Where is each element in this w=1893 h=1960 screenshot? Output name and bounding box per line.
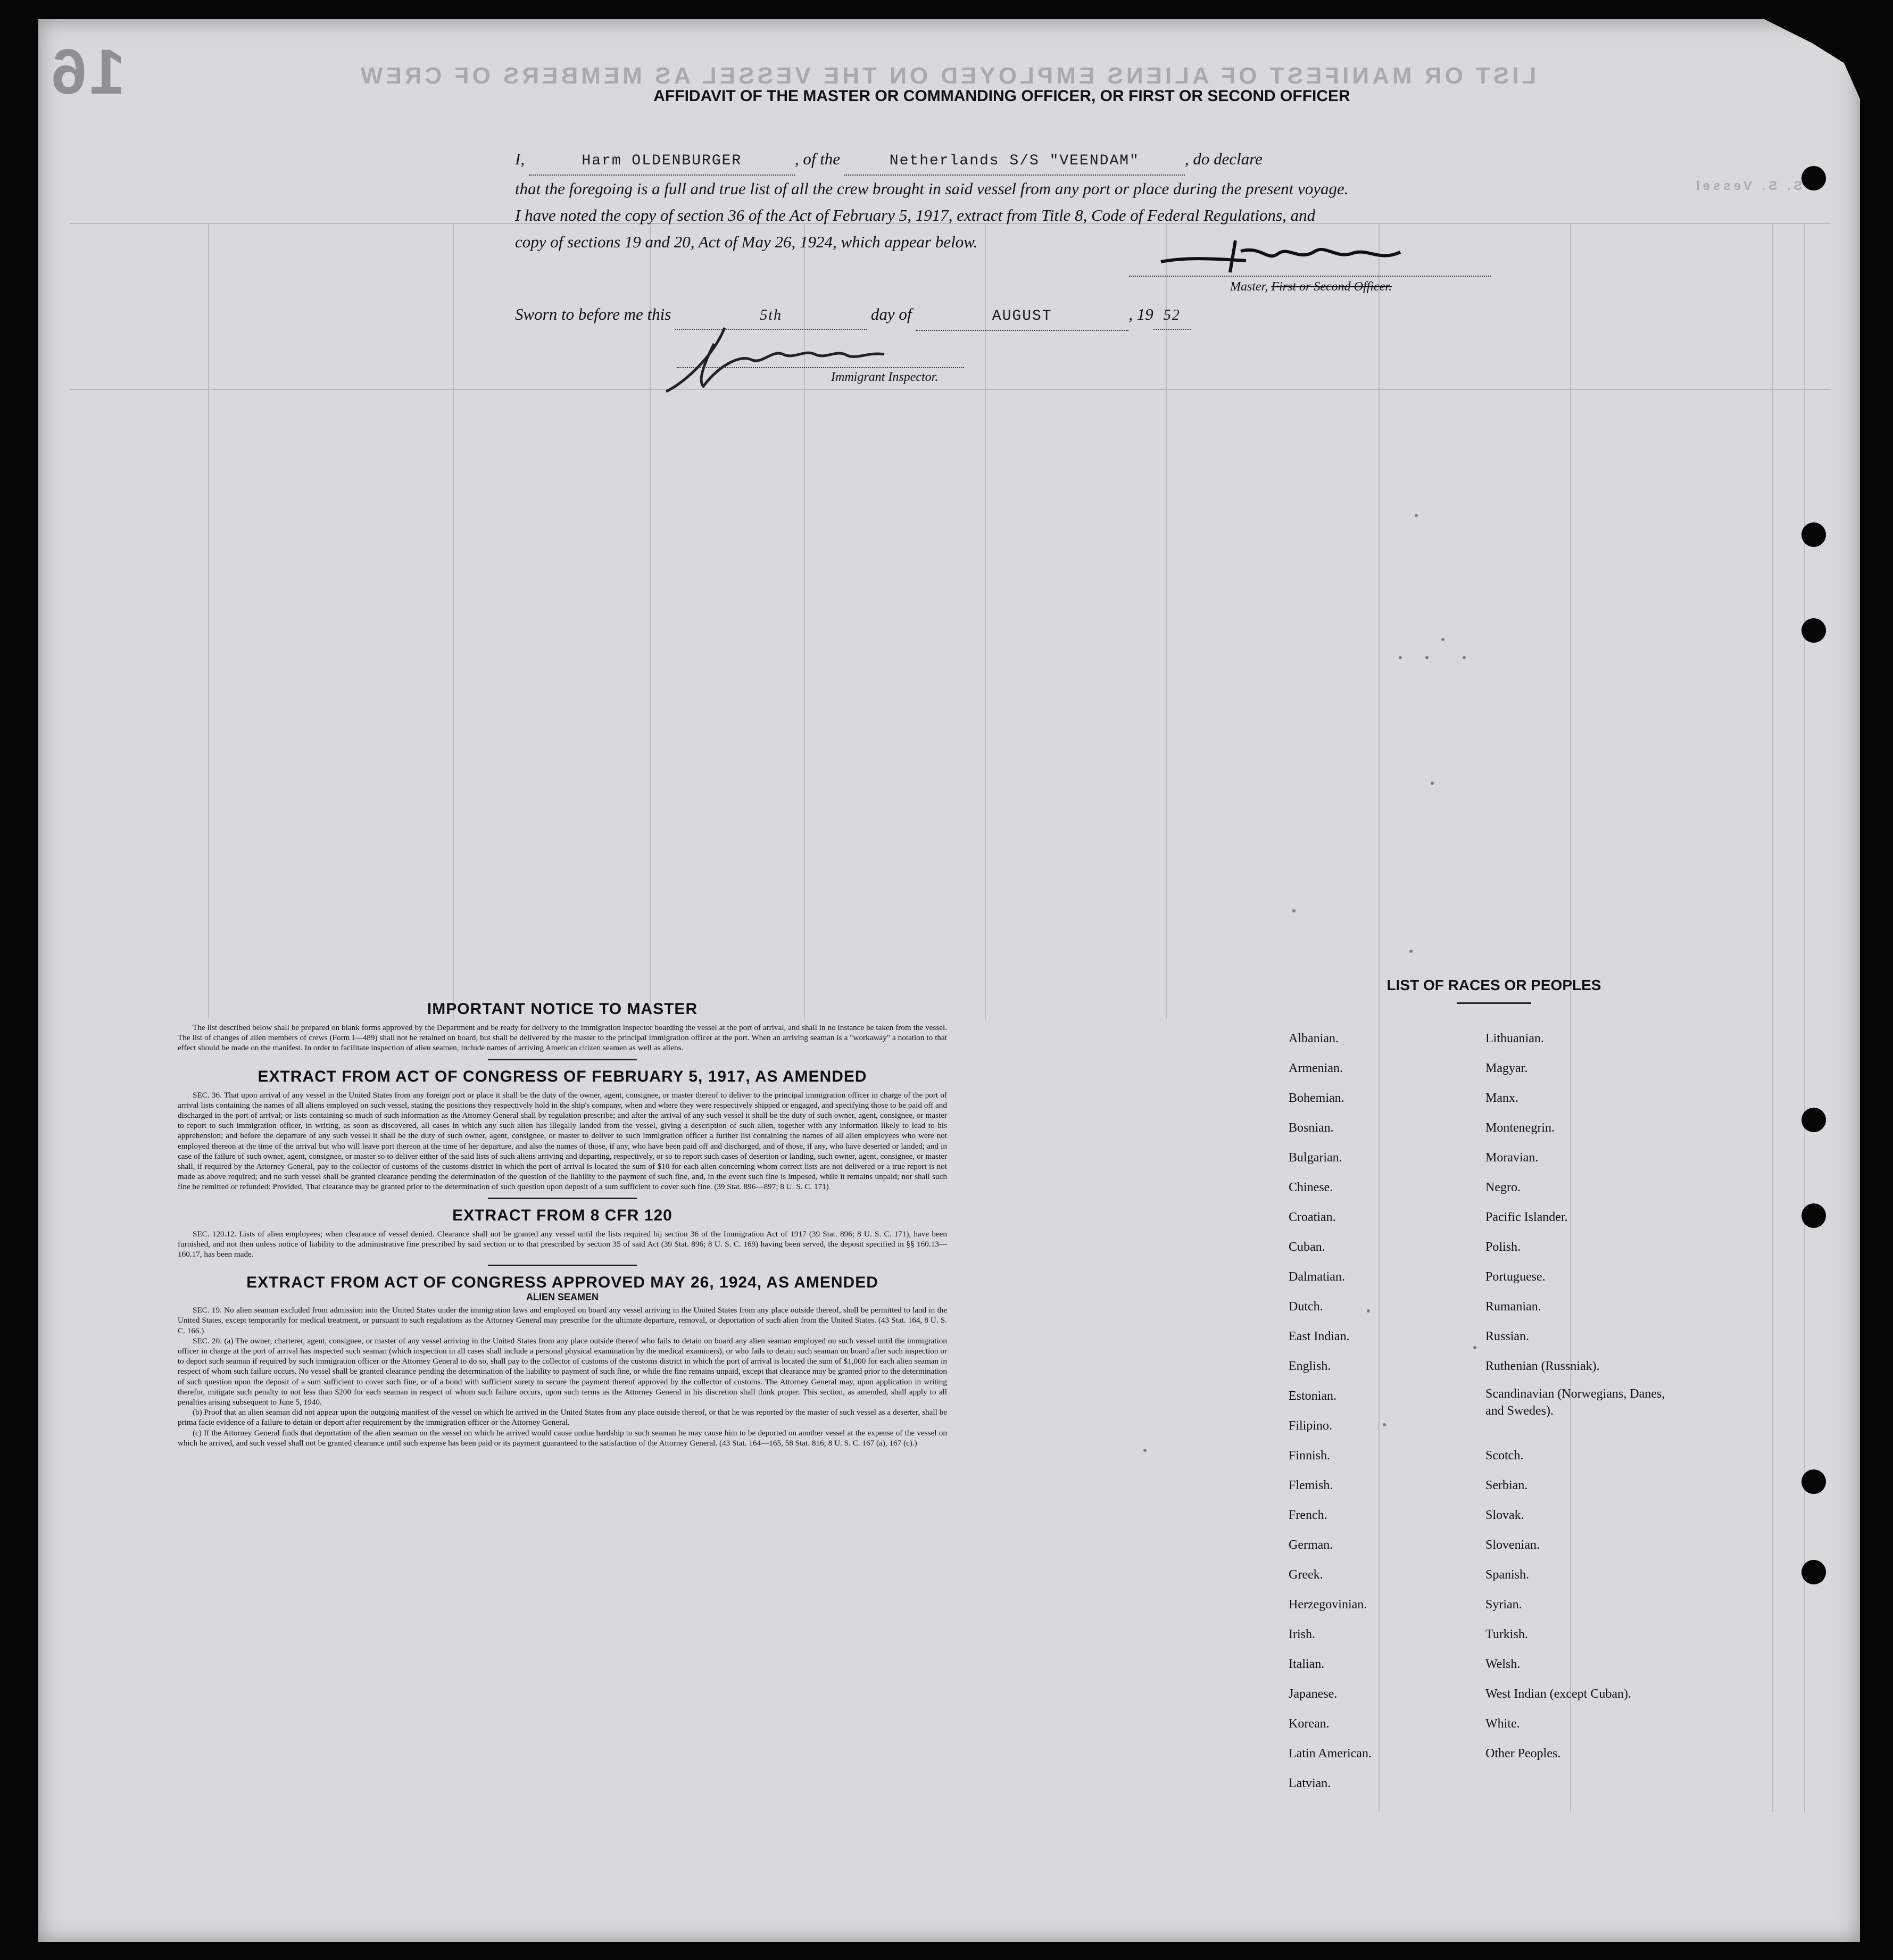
race-item: East Indian. [1289,1330,1350,1343]
race-item: Korean. [1289,1717,1330,1731]
race-item: Pacific Islander. [1485,1210,1568,1224]
master-name-field: Harm OLDENBURGER [529,148,795,176]
punch-hole [1801,1203,1826,1228]
race-item: Croatian. [1289,1210,1336,1224]
race-item: Negro. [1485,1181,1521,1194]
race-item: Scotch. [1485,1449,1524,1463]
master-signature [1156,230,1422,278]
races-list [1276,977,1712,1790]
divider [488,1198,637,1199]
race-item [1485,1415,1677,1445]
race-item: Scandinavian (Norwegians, Danes, and Swedes). [1485,1387,1665,1418]
inspector-signature [624,322,921,402]
race-item: Moravian. [1485,1151,1539,1165]
race-item: Turkish. [1485,1627,1528,1641]
vessel-name-field: Netherlands S/S "VEENDAM" [844,148,1185,176]
race-item: Dutch. [1289,1300,1323,1314]
race-item: Italian. [1289,1657,1325,1671]
legal-text-column [178,1000,947,1448]
race-item: Japanese. [1289,1687,1338,1701]
affidavit-title: AFFIDAVIT OF THE MASTER OR COMMANDING OFFICER, OR FIRST OR SECOND OFFICER [653,87,1350,105]
race-item: Bosnian. [1289,1121,1334,1135]
race-item: Magyar. [1485,1061,1528,1075]
struck-officer-caption: First or Second Officer. [1271,280,1392,294]
sec19-text: SEC. 19. No alien seaman excluded from admission into the United States under the immigration laws and employed on board any vessel arriving in the United States from any place outside thereof, shall be permitted to land in the United States, except temporarily for medical treatment, or pursuant to such regulations as the Attorney General may prescribe for the ultimate departure, removal, or deportation of such alien from the United States. (43 Stat. 164, 8 U. S. C. 166.) [178,1306,947,1335]
inspector-caption: Immigrant Inspector. [831,370,939,384]
punch-hole [1801,1108,1826,1132]
race-item: Latvian. [1289,1776,1331,1790]
race-item: Serbian. [1485,1479,1528,1492]
race-item: French. [1289,1508,1327,1522]
race-item: Other Peoples. [1485,1747,1561,1760]
race-item: Rumanian. [1485,1300,1541,1314]
punch-hole [1801,1560,1826,1584]
day-of-label: day of [870,305,912,323]
bleed-through-sheet-number: 16 [48,36,126,107]
race-item: Polish. [1485,1240,1521,1254]
alien-seamen-subtitle: ALIEN SEAMEN [526,1292,599,1303]
affidavit-i-label: I, [515,150,525,168]
race-item: Estonian. [1289,1389,1336,1403]
extract-1924-title: EXTRACT FROM ACT OF CONGRESS APPROVED MAY 26, 1924, AS AMENDED [246,1274,878,1292]
extract-1917-title: EXTRACT FROM ACT OF CONGRESS OF FEBRUARY 5, 1917, AS AMENDED [258,1067,867,1085]
race-item: English. [1289,1359,1331,1373]
punch-hole [1801,618,1826,643]
race-item: Syrian. [1485,1598,1522,1612]
race-item: Filipino. [1289,1419,1333,1433]
extract-cfr-title: EXTRACT FROM 8 CFR 120 [452,1206,672,1224]
affidavit-line-1 [515,146,1489,176]
race-item: Montenegrin. [1485,1121,1555,1135]
race-item: Greek. [1289,1568,1323,1582]
punch-hole [1801,522,1826,547]
race-item: Bohemian. [1289,1091,1344,1105]
manifest-sheet [38,19,1860,1942]
race-item: Irish. [1289,1627,1315,1641]
race-item: Latin American. [1289,1747,1372,1760]
race-item: Russian. [1485,1330,1530,1343]
race-item: Slovenian. [1485,1538,1540,1552]
affidavit-line-2: that the foregoing is a full and true list of all the crew brought in said vessel from any port or place during the present voyage. [515,179,1349,198]
race-item: Manx. [1485,1091,1518,1105]
notice-title: IMPORTANT NOTICE TO MASTER [427,1000,698,1018]
race-item: Chinese. [1289,1181,1333,1194]
extract-1917-text: SEC. 36. That upon arrival of any vessel in the United States from any foreign port or place it shall be the duty of the owner, agent, consignee, or master thereof to deliver to the principal immigration officer in charge of the port of arrival lists containing the names of all aliens employed on such vessel, stating the positions they respectively hold in the ship's company, when and where they were respectively shipped or engaged, and specifying those to be paid off and discharged in the port of arrival; or lists containing so much of such information as the Attorney General shall by regulation prescribe; and after the arrival of any such vessel it shall be the duty of such owner, agent, consignee, or master to report to such immigration officer, in writing, as soon as discovered, all cases in which any such alien has illegally landed from the vessel, giving a description of such alien, together with any information likely to lead to his apprehension; and before the departure of any such vessel it shall be the duty of such owner, agent, consignee, or master to deliver to such immigration officer a further list containing the names of all alien employees who were not employed thereon at the time of the arrival but who will leave port thereon at the time of her departure, and also the names of those, if any, who have been paid off and discharged, and of those, if any, who have deserted or landed; and in case of the failure of such owner, agent, consignee, or master so to deliver either of the said lists of such aliens arriving and departing, respectively, or so to report such cases of desertion or landing, such owner, agent, consignee, or master shall, if required by the Attorney General, pay to the collector of customs of the customs district in which the port of arrival is located the sum of $10 for each alien concerning whom correct lists are not delivered or a true report is not made as above required; and no such vessel shall be granted clearance pending the determination of the question of the liability to the payment of such fine, and, in the event such fine is imposed, while it remains unpaid; nor shall such fine be remitted or refunded: Provided, That clearance may be granted prior to the determination of such question upon deposit of a sum sufficient to cover such fine. (39 Stat. 896—897; 8 U. S. C. 171) [178,1090,947,1192]
bleed-through-vessel-label: S. S. Vessel [1693,179,1803,193]
race-item: Finnish. [1289,1449,1331,1463]
affidavit-of-the-label: , of the [794,150,841,168]
sworn-month-field: AUGUST [916,303,1128,331]
bleed-through-header: LIST OR MANIFEST OF ALIENS EMPLOYED ON THE VESSEL AS MEMBERS OF CREW [358,63,1537,89]
race-item: West Indian (except Cuban). [1485,1687,1631,1701]
race-item: Cuban. [1289,1240,1325,1254]
race-item: German. [1289,1538,1333,1552]
race-item: Ruthenian (Russniak). [1485,1359,1600,1373]
divider [488,1059,637,1060]
sworn-label: Sworn to before me this [515,305,671,323]
races-divider [1457,1002,1531,1004]
races-left-column [1289,1028,1372,1803]
race-item: Dalmatian. [1289,1270,1345,1284]
sworn-year-field: 52 [1153,302,1191,330]
race-item: Portuguese. [1485,1270,1546,1284]
races-right-column [1485,1028,1677,1773]
race-item: Slovak. [1485,1508,1524,1522]
race-item: Albanian. [1289,1032,1339,1045]
extract-cfr-text: SEC. 120.12. Lists of alien employees; when clearance of vessel denied. Clearance shall not be granted any vessel until the lists required bij section 36 of the Immigration Act of 1917 (39 Stat. 896; 8 U. S. C. 171), have been furnished, and not then unless notice of liability to the administrative fine prescribed by said section or to that prescribed by section 35 of said Act (39 Stat. 896; 8 U. S. C. 169) having been served, the deposit specified in §§ 160.13—160.17, has been made. [178,1229,947,1259]
race-item: White. [1485,1717,1520,1731]
affidavit-line-3: I have noted the copy of section 36 of the Act of February 5, 1917, extract from Title 8, Code of Federal Regulations, and [515,206,1316,225]
affidavit-declare-label: , do declare [1184,150,1263,168]
sec20c-text: (c) If the Attorney General finds that deportation of the alien seaman on the vessel on which he arrived would cause undue hardship to such seaman he may cause him to be deported on another vessel at the expense of the vessel on which he arrived, and such vessel shall not be granted clearance until such expense has been paid or its payment guaranteed to the satisfaction of the Attorney General. (43 Stat. 164—165, 58 Stat. 816; 8 U. S. C. 167 (a), 167 (c).) [178,1428,947,1448]
race-item: Lithuanian. [1485,1032,1544,1045]
notice-text: The list described below shall be prepared on blank forms approved by the Department and be ready for delivery to the immigration inspector boarding the vessel at the port of arrival, and shall in no instance be taken from the vessel. The list of changes of alien members of crews (Form I—489) shall not be retained on board, but shall be delivered by the master to the principal immigration officer at the port. When an arriving seaman is a "workaway" a notation to that effect should be made on the manifest. In order to facilitate inspection of alien seamen, include names of arriving American citizen seamen as well as aliens. [178,1023,947,1053]
race-item: Flemish. [1289,1479,1333,1492]
race-item: Bulgarian. [1289,1151,1342,1165]
punch-hole [1801,166,1826,190]
punch-hole [1801,1469,1826,1494]
master-caption: Master, [1230,280,1268,294]
divider [488,1265,637,1266]
race-item: Armenian. [1289,1061,1343,1075]
year-prefix-label: , 19 [1128,305,1153,323]
races-title: LIST OF RACES OR PEOPLES [1386,977,1601,993]
race-item: Herzegovinian. [1289,1598,1367,1612]
sworn-day-field: 5th [675,302,867,330]
sec20b-text: (b) Proof that an alien seaman did not appear upon the outgoing manifest of the vessel on which he arrived in the United States from any place outside thereof, or that he was reported by the master of such vessel as a deserter, shall be prima facie evidence of a failure to detain or deport after requirement by the immigration officer or the Attorney General. [178,1408,947,1427]
race-item: Spanish. [1485,1568,1530,1582]
sec20a-text: SEC. 20. (a) The owner, charterer, agent, consignee, or master of any vessel arriving in the United States from any place outside thereof who fails to detain on board any alien seaman employed on such vessel until the immigration officer in charge at the port of arrival has inspected such seaman (which inspection in all cases shall include a personal physical examination by the medical examiners), or who fails to detain such seaman on board after such inspection or to deport such seaman if required by such immigration officer or the Attorney General to do so, shall pay to the collector of customs of the customs district in which the port of arrival is located the sum of $1,000 for each alien seaman in respect of whom such failure occurs. No vessel shall be granted clearance pending the determination of the liability to payment of such fine, or while the fine remains unpaid, except that clearance may be granted prior to the determination of such question upon the deposit of a sum sufficient to cover such fine, or of a bond with sufficient surety to secure the payment thereof approved by the collector of customs. The Attorney General may, upon application in writing therefor, mitigate such penalty to not less than $200 for each seaman in respect of whom such failure occurs, upon such terms as the Attorney General in his discretion shall think proper. This section, as amended, shall apply to all penalties arising subsequent to June 5, 1940. [178,1336,947,1407]
affidavit-line-4: copy of sections 19 and 20, Act of May 26, 1924, which appear below. [515,232,978,251]
race-item: Welsh. [1485,1657,1521,1671]
